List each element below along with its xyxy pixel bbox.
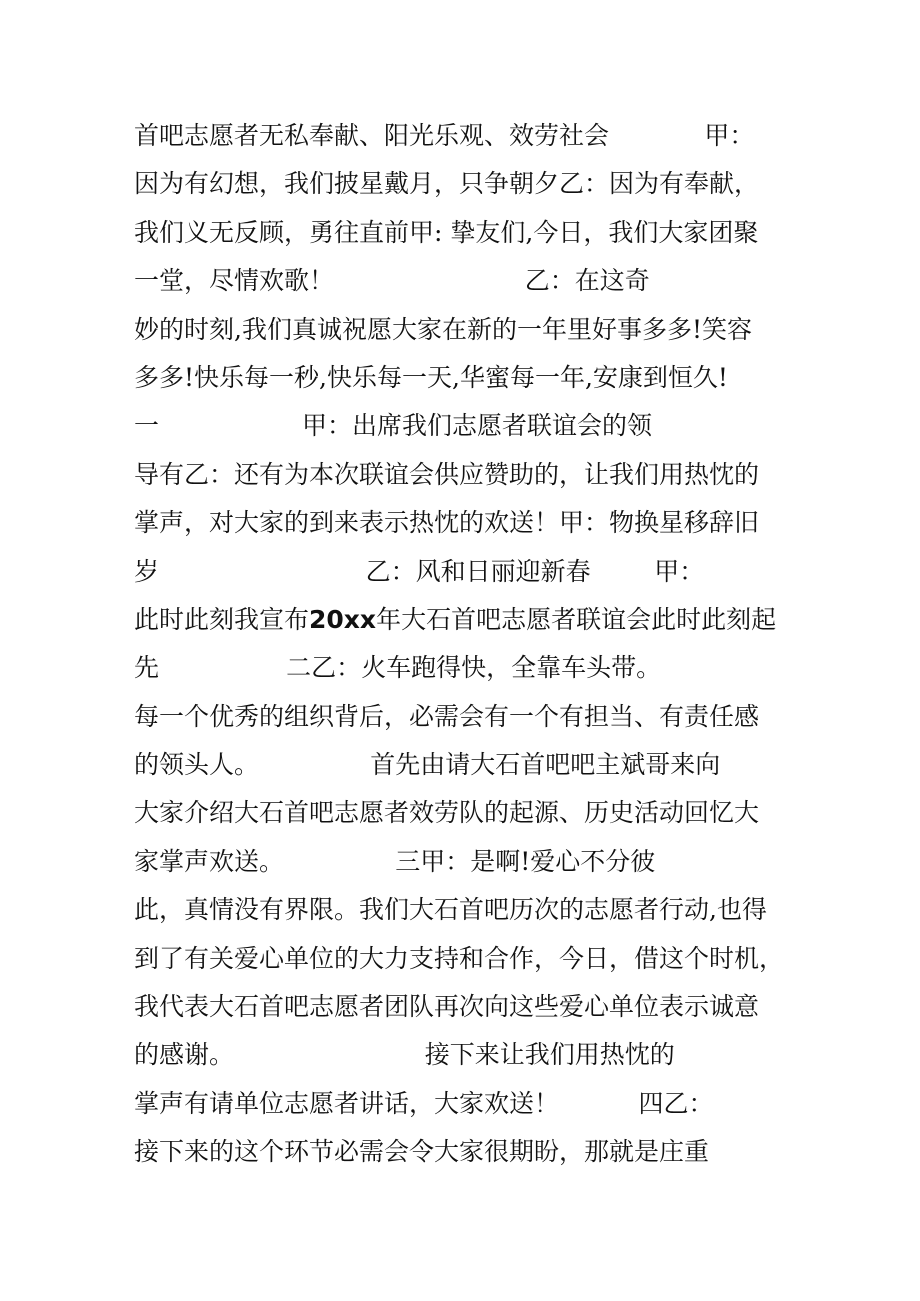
- text-line: 妙的时刻,我们真诚祝愿大家在新的一年里好事多多!笑容: [134, 314, 752, 344]
- year-text: 20xx: [309, 604, 377, 634]
- text-line: 的感谢。 接下来让我们用热忱的: [134, 1040, 675, 1070]
- text-line: 每一个优秀的组织背后，必需会有一个有担当、有责任感: [134, 701, 760, 731]
- text-segment: 此时此刻我宣布: [134, 604, 310, 634]
- text-line: 因为有幻想，我们披星戴月，只争朝夕乙：因为有奉献，: [134, 169, 760, 199]
- text-line: 导有乙：还有为本次联谊会供应赞助的，让我们用热忱的: [134, 459, 760, 489]
- text-line: 掌声有请单位志愿者讲话，大家欢送！ 四乙：: [134, 1088, 714, 1118]
- text-line: 此，真情没有界限。我们大石首吧历次的志愿者行动,也得: [134, 895, 767, 925]
- text-line: 多多!快乐每一秒,快乐每一天,华蜜每一年,安康到恒久!: [134, 362, 728, 392]
- text-line: [134, 596, 814, 644]
- text-line: 一堂，尽情欢歌！ 乙：在这奇: [134, 266, 650, 296]
- text-line: 接下来的这个环节必需会令大家很期盼，那就是庄重: [134, 1137, 710, 1167]
- text-line: 掌声，对大家的到来表示热忱的欢送！甲：物换星移辞旧: [134, 508, 760, 538]
- text-line: 家掌声欢送。 三甲：是啊!爱心不分彼: [134, 846, 656, 876]
- text-segment: 年大石首吧志愿者联谊会此时此刻起: [376, 604, 777, 634]
- text-line: 首吧志愿者无私奉献、阳光乐观、效劳社会 甲：: [134, 121, 755, 150]
- text-line: 的领头人。 首先由请大石首吧吧主斌哥来向: [134, 750, 721, 780]
- text-line: 我们义无反顾，勇往直前甲: 挚友们,今日，我们大家团聚: [134, 217, 759, 247]
- text-line: 大家介绍大石首吧志愿者效劳队的起源、历史活动回忆大: [134, 798, 760, 828]
- text-line: 一 甲：出席我们志愿者联谊会的领: [134, 411, 653, 441]
- text-line: 先 二乙：火车跑得快，全靠车头带。: [134, 653, 662, 683]
- text-line: 岁 乙：风和日丽迎新春 甲：: [134, 556, 705, 586]
- text-line: 我代表大石首吧志愿者团队再次向这些爱心单位表示诚意: [134, 992, 760, 1022]
- text-line: 到了有关爱心单位的大力支持和合作，今日，借这个时机，: [134, 943, 785, 973]
- document-body: [134, 112, 814, 1177]
